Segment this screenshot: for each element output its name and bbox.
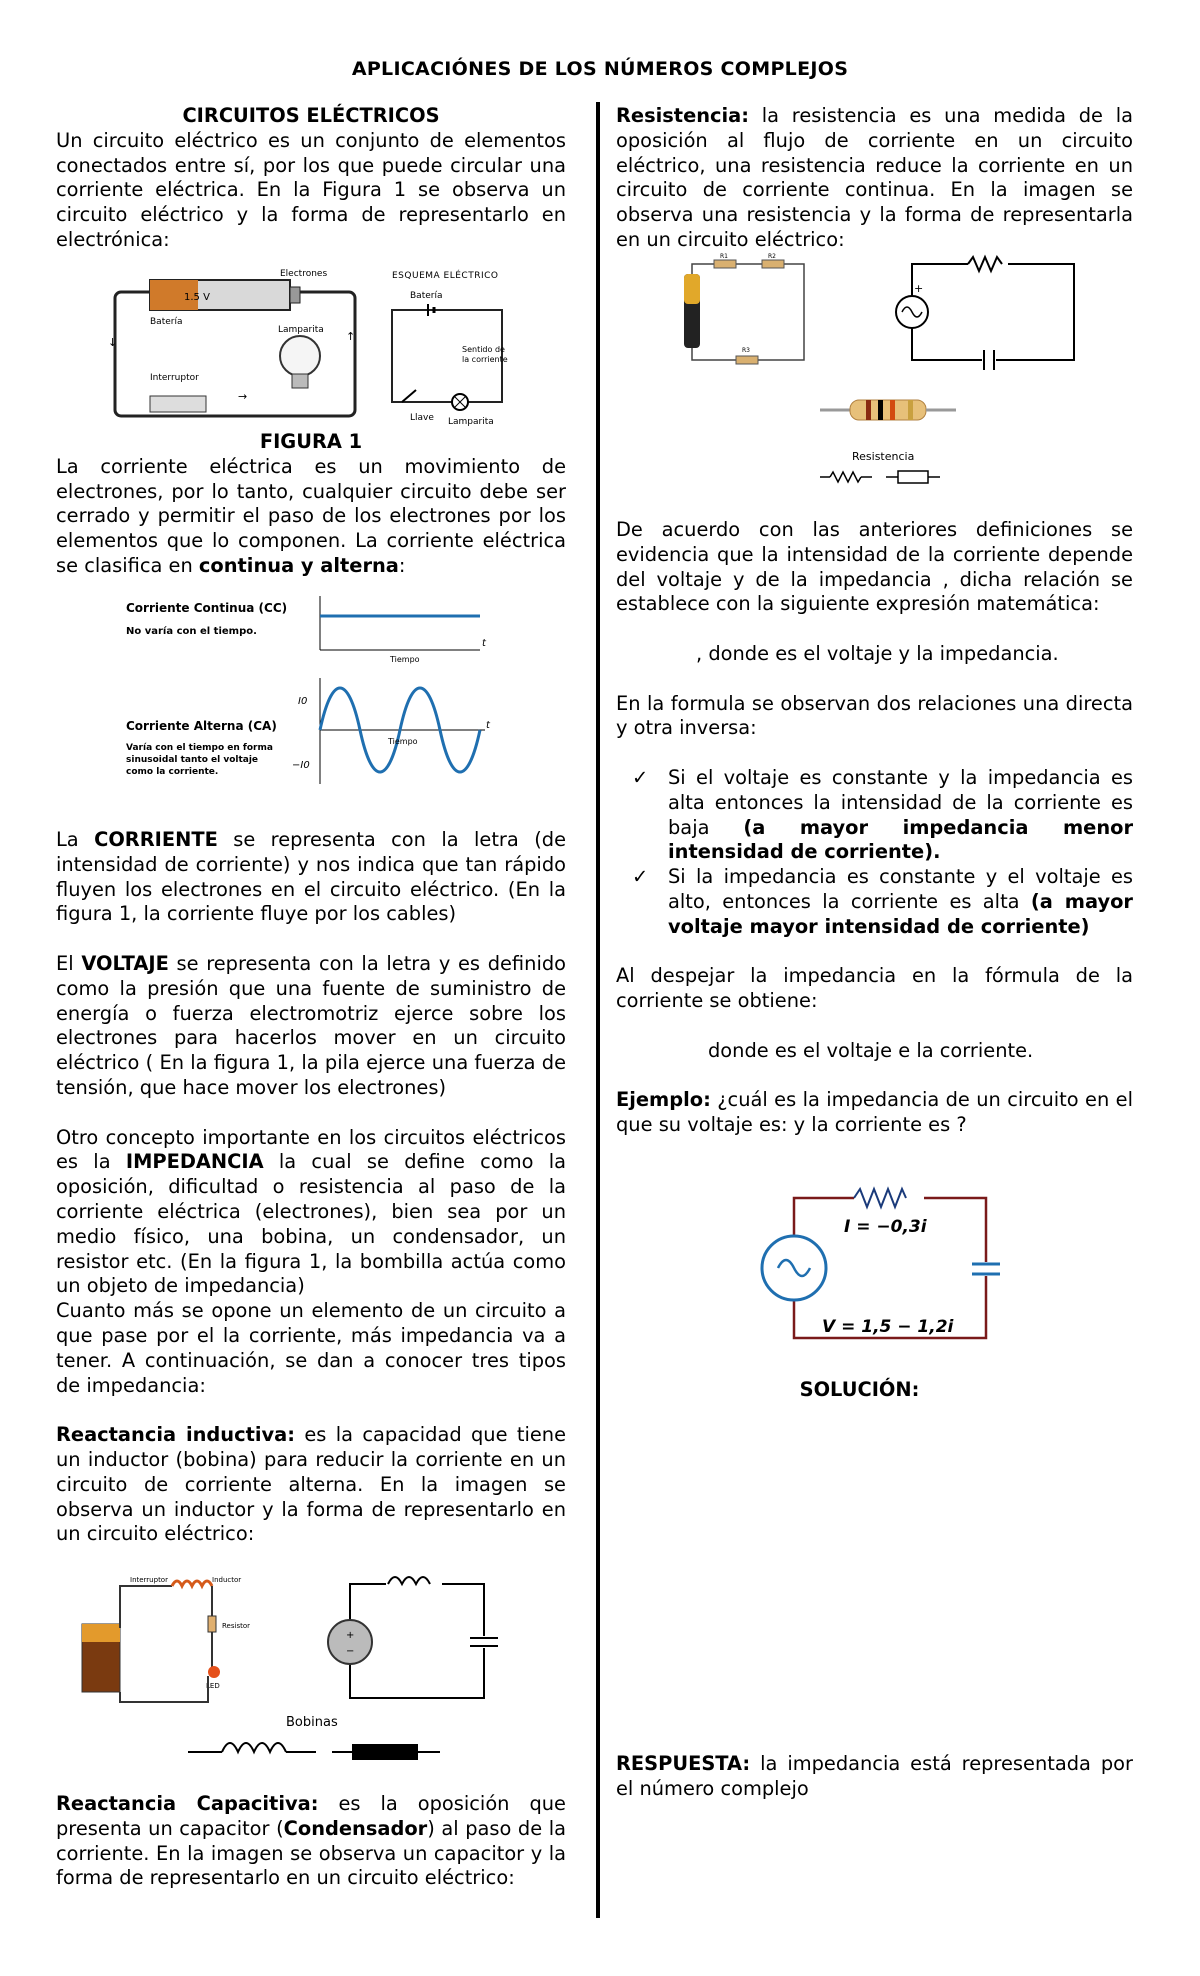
svg-text:V = 1,5 − 1,2i: V = 1,5 − 1,2i	[822, 1317, 954, 1337]
inductor-coil-icon	[172, 1581, 212, 1586]
svg-text:Corriente Continua (CC): Corriente Continua (CC)	[126, 601, 288, 615]
section-title: CIRCUITOS ELÉCTRICOS	[182, 104, 440, 127]
svg-text:Tiempo: Tiempo	[388, 737, 418, 746]
svg-text:No varía con el tiempo.: No varía con el tiempo.	[126, 626, 257, 637]
svg-text:Corriente Alterna (CA): Corriente Alterna (CA)	[126, 719, 277, 733]
resistance-figure	[680, 252, 1100, 484]
formula-line-1: , donde es el voltaje y la impedancia.	[696, 641, 1059, 665]
relations-list	[616, 766, 1133, 940]
inductor-figure	[76, 1572, 506, 1772]
right-column-3	[616, 1378, 1133, 1403]
impedance-paragraph: Otro concepto importante en los circuitos eléctricos es la IMPEDANCIA la cual se define como la oposición, dificultad o resistencia al paso de la corriente eléctrica (electrones), bien sea por un medio físico, una bobina, un condensador, un resistor etc. (En la figura 1, la bombilla actúa como un objeto de impedancia)	[56, 1125, 566, 1298]
svg-text:I = −0,3i: I = −0,3i	[844, 1217, 927, 1237]
voltage-paragraph: El VOLTAJE se representa con la letra y es definido como la presión que una fuente de suministro de energía o fuerza electromotriz ejerce sobre los electrones para hacerlos mover en un circuito eléctrico ( En la figura 1, la pila ejerce una fuerza de tensión, que hace mover los electrones)	[56, 951, 566, 1099]
svg-text:Sentido de: Sentido de	[462, 345, 505, 354]
svg-text:Lamparita: Lamparita	[448, 417, 494, 427]
right-column-4	[616, 1752, 1133, 1802]
check-icon: ✓	[632, 865, 649, 889]
right-column	[616, 104, 1133, 253]
svg-text:t: t	[486, 720, 490, 731]
svg-text:Batería: Batería	[410, 291, 443, 301]
list-item: ✓ Si la impedancia es constante y el voltaje es alto, entonces la corriente es alta (a mayor voltaje mayor intensidad de corriente)	[632, 865, 1133, 938]
svg-text:Interruptor: Interruptor	[130, 1576, 168, 1584]
svg-text:t: t	[482, 638, 486, 649]
figure-1-caption: FIGURA 1	[259, 430, 363, 453]
relations-paragraph: En la formula se observan dos relaciones una directa y otra inversa:	[616, 691, 1133, 740]
svg-text:→: →	[238, 390, 248, 403]
svg-text:Tiempo: Tiempo	[390, 655, 420, 664]
svg-text:Llave: Llave	[410, 413, 434, 423]
switch-icon	[150, 396, 206, 412]
svg-text:−: −	[346, 1646, 355, 1657]
svg-text:Inductor: Inductor	[212, 1576, 242, 1584]
svg-text:LED: LED	[206, 1682, 220, 1690]
left-column	[56, 104, 566, 253]
svg-text:Batería: Batería	[150, 317, 183, 327]
formula-line-2: donde es el voltaje e la corriente.	[708, 1038, 1034, 1062]
svg-text:−I0: −I0	[292, 760, 310, 771]
lamp-icon	[280, 336, 320, 376]
inductive-reactance-paragraph: Reactancia inductiva: es la capacidad que tiene un inductor (bobina) para reducir la corriente en un circuito de corriente alterna. En la imagen se observa un inductor y la forma de representarlo en un circuito eléctrico:	[56, 1423, 566, 1546]
svg-text:Interruptor: Interruptor	[150, 373, 199, 383]
svg-text:1.5 V: 1.5 V	[184, 292, 210, 303]
svg-text:Electrones: Electrones	[280, 269, 328, 279]
svg-text:la corriente: la corriente	[462, 355, 508, 364]
svg-text:ESQUEMA ELÉCTRICO: ESQUEMA ELÉCTRICO	[392, 271, 499, 281]
svg-text:R2: R2	[768, 253, 776, 260]
document-title: APLICACIÓNES DE LOS NÚMEROS COMPLEJOS	[351, 58, 849, 80]
relation-paragraph: De acuerdo con las anteriores definiciones se evidencia que la intensidad de la corriente depende del voltaje y de la impedancia , dicha relación se establece con la siguiente expresión matemática:	[616, 518, 1133, 616]
svg-text:sinusoidal tanto el voltaje: sinusoidal tanto el voltaje	[126, 755, 259, 765]
svg-text:como la corriente.: como la corriente.	[126, 767, 219, 777]
current-types-paragraph: La corriente eléctrica es un movimiento de electrones, por lo tanto, cualquier circuito debe ser cerrado y permitir el paso de los electrones por los elementos que lo componen. La corriente eléctrica se clasifica en continua y alterna:	[56, 454, 566, 577]
left-column-3	[56, 828, 566, 1547]
svg-text:+: +	[346, 1630, 355, 1641]
right-column-2	[616, 518, 1133, 1138]
svg-text:+: +	[914, 282, 924, 295]
current-types-graph	[120, 594, 500, 794]
svg-text:Bobinas: Bobinas	[286, 1715, 338, 1730]
solution-heading: SOLUCIÓN:	[799, 1378, 920, 1401]
impedance-types-paragraph: Cuanto más se opone un elemento de un circuito a que pase por el la corriente, más impedancia va a tener. A continuación, se dan a conocer tres tipos de impedancia:	[56, 1299, 566, 1397]
list-item: ✓ Si el voltaje es constante y la impedancia es alta entonces la intensidad de la corriente es baja (a mayor impedancia menor intensidad de corriente).	[632, 765, 1134, 864]
left-column-2	[56, 430, 566, 579]
capacitive-reactance-paragraph: Reactancia Capacitiva: es la oposición que presenta un capacitor (Condensador) al paso de la corriente. En la imagen se observa un capacitor y la forma de representarlo en un circuito eléctrico:	[56, 1792, 567, 1890]
impedance-formula-paragraph: Al despejar la impedancia en la fórmula de la corriente se obtiene:	[616, 964, 1133, 1013]
svg-text:Lamparita: Lamparita	[278, 325, 324, 335]
svg-text:Resistencia: Resistencia	[852, 450, 915, 463]
svg-text:R3: R3	[742, 347, 750, 354]
answer-paragraph: RESPUESTA: la impedancia está representada por el número complejo	[616, 1752, 1133, 1800]
example-paragraph: Ejemplo: ¿cuál es la impedancia de un circuito en el que su voltaje es: y la corriente es ?	[616, 1088, 1133, 1137]
intro-paragraph: Un circuito eléctrico es un conjunto de elementos conectados entre sí, por los que puede circular una corriente eléctrica. En la Figura 1 se observa un circuito eléctrico y la forma de representarlo en electrónica:	[56, 128, 566, 251]
resistance-paragraph: Resistencia: la resistencia es una medida de la oposición al flujo de corriente en un circuito eléctrico, una resistencia reduce la corriente en un circuito de corriente continua. En la imagen se observa una resistencia y la forma de representarla en un circuito eléctrico:	[616, 104, 1133, 251]
svg-text:Resistor: Resistor	[222, 1622, 250, 1630]
resistor-icon	[850, 400, 926, 420]
svg-text:↓: ↓	[108, 336, 118, 349]
current-paragraph: La CORRIENTE se representa con la letra (de intensidad de corriente) y nos indica que tan rápido fluyen los electrones en el circuito eléctrico. (En la figura 1, la corriente fluye por los cables)	[56, 828, 566, 926]
example-circuit	[754, 1186, 1004, 1350]
figure-1-circuit	[110, 268, 530, 428]
svg-text:↑: ↑	[346, 330, 356, 343]
svg-text:R1: R1	[720, 253, 728, 260]
svg-text:Varía con el tiempo en forma: Varía con el tiempo en forma	[126, 743, 273, 753]
svg-text:I0: I0	[298, 696, 308, 707]
left-column-4	[56, 1792, 566, 1891]
check-icon: ✓	[632, 765, 649, 789]
column-divider	[596, 102, 600, 1918]
